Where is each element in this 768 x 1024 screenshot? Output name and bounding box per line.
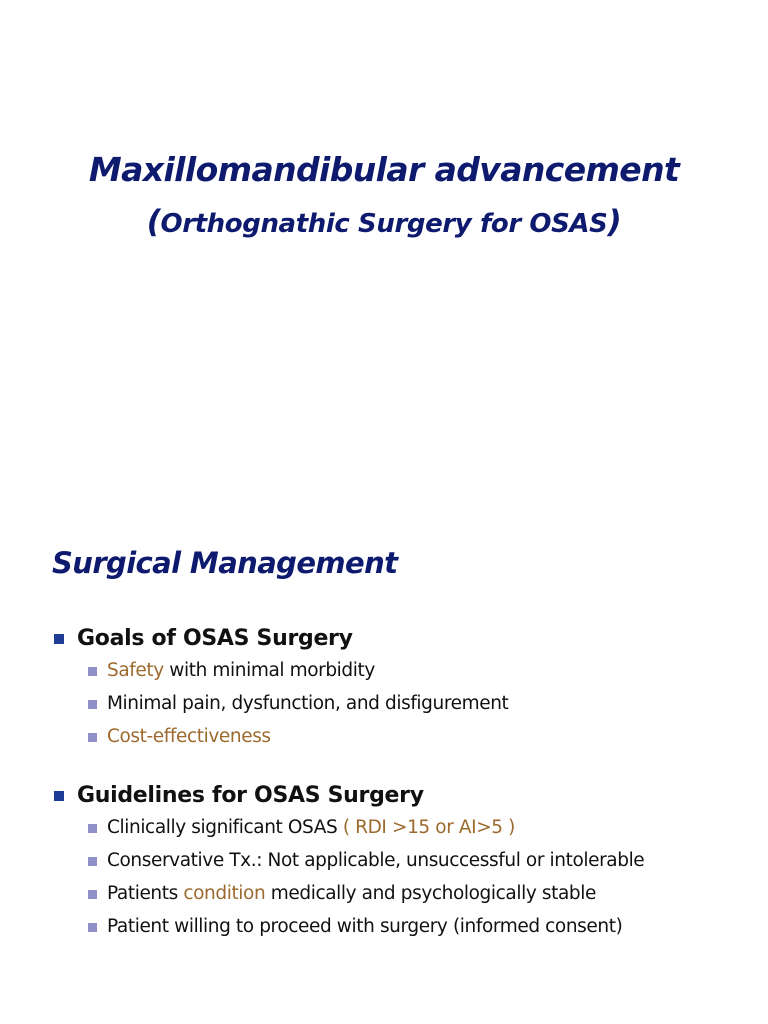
list-item-text: [107, 660, 375, 681]
item-rest-text: medically and psychologically stable: [265, 883, 596, 904]
list-item-text: Patient willing to proceed with surgery (informed consent): [107, 916, 623, 937]
highlight-text: ( RDI >15 or AI>5 ): [342, 817, 515, 838]
list-item: [0, 850, 768, 883]
square-bullet-icon: [88, 700, 97, 709]
list-item: [0, 693, 768, 726]
list-item: [0, 817, 768, 850]
goals-heading: Goals of OSAS Surgery: [77, 626, 353, 651]
list-item-text: Conservative Tx.: Not applicable, unsuccessful or intolerable: [107, 850, 645, 871]
list-item-text: Minimal pain, dysfunction, and disfigurement: [107, 693, 509, 714]
guidelines-heading-row: [0, 783, 768, 813]
list-item: [0, 660, 768, 693]
slide-surgical-management: [0, 512, 768, 1024]
square-bullet-icon: [54, 634, 64, 644]
item-pre-text: Clinically significant OSAS: [107, 817, 343, 838]
list-item: [0, 726, 768, 759]
list-item-text: [107, 817, 515, 838]
subtitle-close-paren: ): [607, 204, 622, 240]
list-item-text: [107, 726, 271, 747]
subtitle-text: Orthognathic Surgery for OSAS: [160, 209, 608, 239]
square-bullet-icon: [88, 733, 97, 742]
square-bullet-icon: [88, 923, 97, 932]
guidelines-heading: Guidelines for OSAS Surgery: [77, 783, 424, 808]
goals-section: [0, 626, 768, 759]
guidelines-list: [0, 817, 768, 949]
list-item-text: [107, 883, 596, 904]
slide-heading: Surgical Management: [52, 546, 398, 580]
goals-list: [0, 660, 768, 759]
square-bullet-icon: [88, 857, 97, 866]
square-bullet-icon: [88, 667, 97, 676]
list-item: [0, 883, 768, 916]
highlight-text: condition: [183, 883, 266, 904]
slide-title-heading: Maxillomandibular advancement: [88, 150, 680, 189]
subtitle-open-paren: (: [146, 204, 161, 240]
square-bullet-icon: [88, 890, 97, 899]
highlight-text: Cost-effectiveness: [107, 726, 271, 747]
slide-subtitle: [0, 204, 768, 240]
list-item: [0, 916, 768, 949]
highlight-text: Safety: [107, 660, 164, 681]
item-pre-text: Patients: [107, 883, 184, 904]
guidelines-section: [0, 783, 768, 949]
square-bullet-icon: [88, 824, 97, 833]
item-rest-text: with minimal morbidity: [163, 660, 375, 681]
square-bullet-icon: [54, 791, 64, 801]
goals-heading-row: [0, 626, 768, 656]
